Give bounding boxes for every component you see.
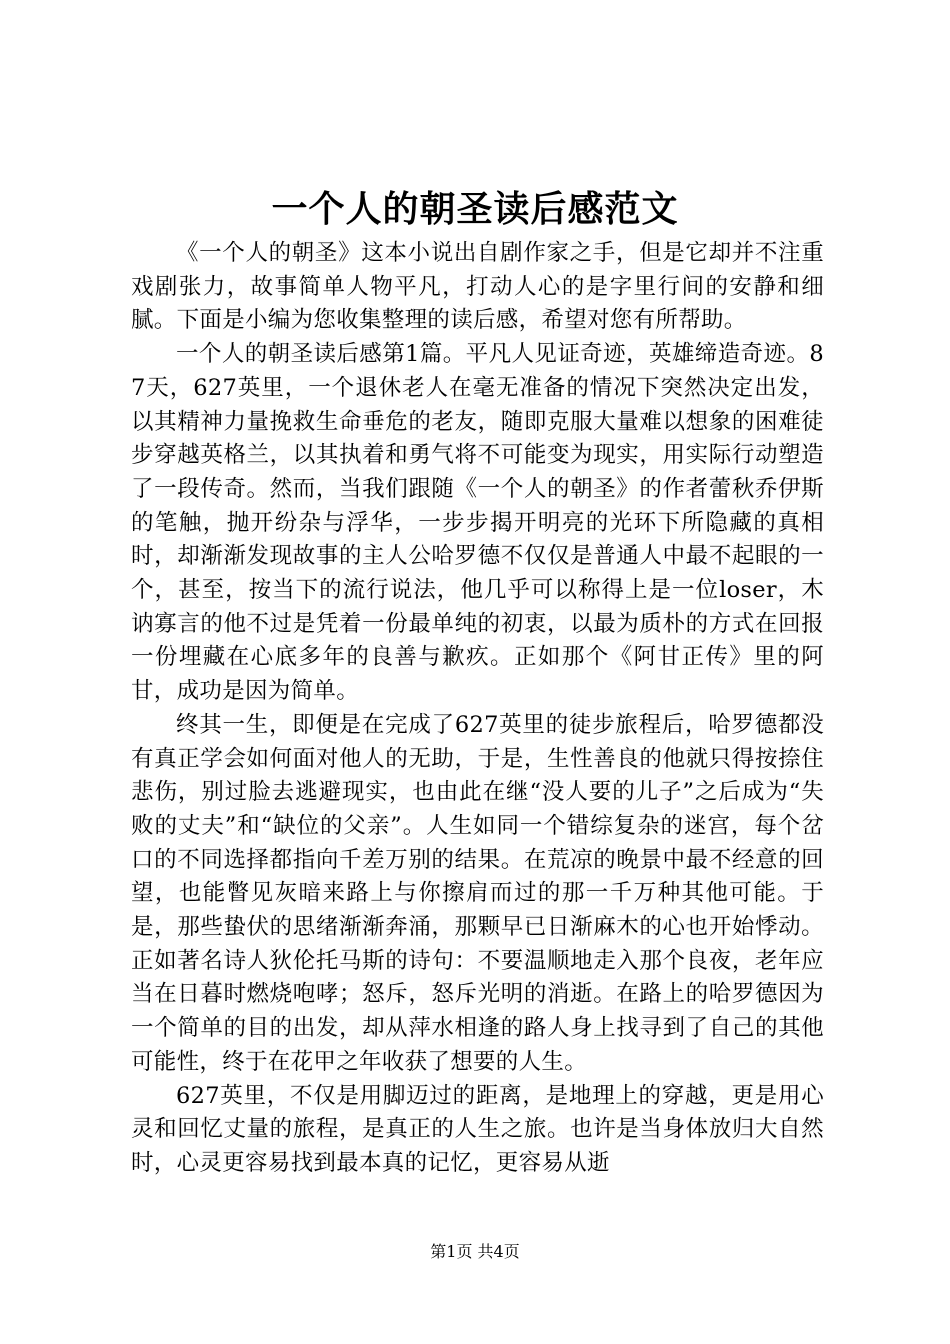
page-number-footer: 第1页 共4页 [430,1242,520,1261]
paragraph-review-2: 终其一生，即便是在完成了627英里的徒步旅程后，哈罗德都没有真正学会如何面对他人的无助，于是，生性善良的他就只得按捺住悲伤，别过脸去逃避现实，也由此在继“没人要的儿子”之后成为“失败的丈夫”和“缺位的父亲”。人生如同一个错综复杂的迷宫，每个岔口的不同选择都指向千差万别的结果。在荒凉的晚景中最不经意的回望，也能瞥见灰暗来路上与你擦肩而过的那一千万种其他可能。于是，那些蛰伏的思绪渐渐奔涌，那颗早已日渐麻木的心也开始悸动。正如著名诗人狄伦托马斯的诗句：不要温顺地走入那个良夜，老年应当在日暮时燃烧咆哮；怒斥，怒斥光明的消逝。在路上的哈罗德因为一个简单的目的出发，却从萍水相逢的路人身上找寻到了自己的其他可能性，终于在花甲之年收获了想要的人生。 [131,711,824,1075]
document-body [131,237,824,1181]
document-title: 一个人的朝圣读后感范文 [271,188,679,230]
paragraph-review-1: 一个人的朝圣读后感第1篇。平凡人见证奇迹，英雄缔造奇迹。87天，627英里，一个退休老人在毫无准备的情况下突然决定出发，以其精神力量挽救生命垂危的老友，随即克服大量难以想象的困难徒步穿越英格兰，以其执着和勇气将不可能变为现实，用实际行动塑造了一段传奇。然而，当我们跟随《一个人的朝圣》的作者蕾秋乔伊斯的笔触，抛开纷杂与浮华，一步步揭开明亮的光环下所隐藏的真相时，却渐渐发现故事的主人公哈罗德不仅仅是普通人中最不起眼的一个，甚至，按当下的流行说法，他几乎可以称得上是一位loser，木讷寡言的他不过是凭着一份最单纯的初衷，以最为质朴的方式在回报一份埋藏在心底多年的良善与歉疚。正如那个《阿甘正传》里的阿甘，成功是因为简单。 [131,341,824,705]
paragraph-intro: 《一个人的朝圣》这本小说出自剧作家之手，但是它却并不注重戏剧张力，故事简单人物平凡，打动人心的是字里行间的安静和细腻。下面是小编为您收集整理的读后感，希望对您有所帮助。 [131,240,824,334]
paragraph-review-3: 627英里，不仅是用脚迈过的距离，是地理上的穿越，更是用心灵和回忆丈量的旅程，是真正的人生之旅。也许是当身体放归大自然时，心灵更容易找到最本真的记忆，更容易从逝 [131,1082,824,1176]
